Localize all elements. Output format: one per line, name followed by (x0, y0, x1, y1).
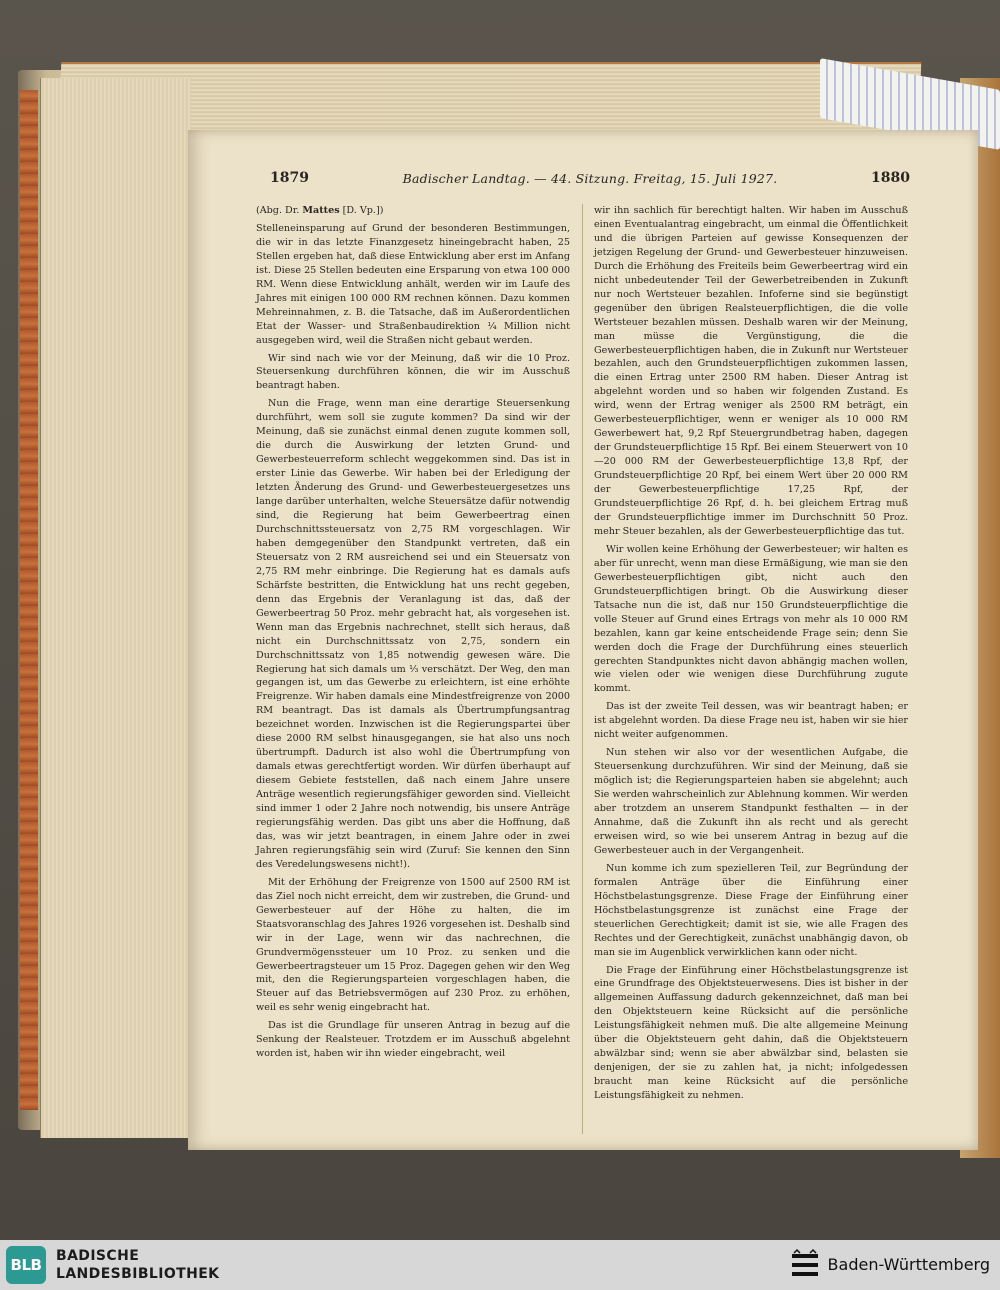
page-stack-left (40, 78, 191, 1138)
paragraph: Das ist die Grundlage für unseren Antrag in bezug auf die Senkung der Realsteuer. Trotzdem er im Ausschuß abgelehnt worden ist, haben wir ihn wieder eingebracht, weil (256, 1020, 570, 1060)
paragraph: Wir sind nach wie vor der Meinung, daß wir die 10 Proz. Steuersenkung durchführen können, die wir im Ausschuß beantragt haben. (256, 352, 570, 392)
speaker-prefix: (Abg. Dr. (256, 205, 303, 216)
bw-name: Baden-Württemberg (827, 1255, 990, 1274)
page-number-left: 1879 (270, 170, 309, 186)
paragraph: Nun stehen wir also vor der wesentlichen Aufgabe, die Steuersenkung durchzuführen. Wir sind der Meinung, daß sie möglich ist; die Regierungsparteien haben sie abgelehnt; auch Sie werden wahrscheinlich zur Ablehnung kommen. Wir werden aber trotzdem an unserem Standpunkt festhalten — in der Annahme, daß die Zukunft ihn als recht und als gerecht erweisen wird, so wie bei unserem Antrag in bezug auf die Gewerbesteuer auch in der Vergangenheit. (594, 747, 908, 856)
speaker-line (256, 204, 570, 218)
column-divider (582, 204, 583, 1134)
stag-lions-icon (788, 1248, 822, 1282)
paragraph: Die Frage der Einführung einer Höchstbelastungsgrenze ist eine Grundfrage des Objektsteuerwesens. Dies ist bisher in der allgemeinen Auffassung dadurch gekennzeichnet, daß man bei den Objektsteuern keine Rücksicht auf die persönliche Leistungsfähigkeit nehmen muß. Die alte allgemeine Meinung über die Objektsteuern geht dahin, daß die Objektsteuern abwälzbar sind; wenn sie aber abwälzbar sind, belasten sie denjenigen, der sie zu zahlen hat, ja nicht; infolgedessen braucht man keine Rücksicht auf die persönliche Leistungsfähigkeit zu nehmen. (594, 964, 908, 1102)
book-page (188, 130, 978, 1150)
text-column-right (594, 204, 908, 1107)
paragraph: Nun die Frage, wenn man eine derartige Steuersenkung durchführt, wem soll sie zugute kommen? Da sind wir der Meinung, daß sie zunächst einmal denen zugute kommen soll, die durch die Auswirkung der letzten Grund- und Gewerbesteuerreform schlecht weggekommen sind. Das ist in erster Linie das Gewerbe. Wir haben bei der Erledigung der letzten Änderung des Grund- und Gewerbesteuergesetzes uns lange darüber unterhalten, welche Steuersätze dafür notwendig sind, die Regierung hat beim Gewerbeertrag einen Durchschnittssteuersatz von 2,75 RM vorgeschlagen. Wir haben demgegenüber den Standpunkt vertreten, daß ein Steuersatz von 2 RM ausreichend sei und ein Steuersatz von 2,75 RM mehr einbringe. Die Regierung hat es damals aufs Schärfste bestritten, die Entwicklung hat uns recht gegeben, denn das Ergebnis der Veranlagung ist das, daß der Gewerbeertrag 50 Proz. mehr gebracht hat, als vorgesehen ist. Wenn man das Ergebnis nachrechnet, stellt sich heraus, daß nicht ein Durchschnittssatz von 2,75, sondern ein Durchschnittssatz von 1,85 notwendig gewesen wäre. Die Regierung hat sich damals um ⅓ verschätzt. Der Weg, den man gegangen ist, um das Gewerbe zu erleichtern, ist eine erhöhte Freigrenze. Wir haben damals eine Mindestfreigrenze von 2000 RM beantragt. Das ist damals als Übertrumpfungsantrag bezeichnet worden. Inzwischen ist die Regierungspartei über diese 2000 RM selbst hinausgegangen, sie hat also uns noch übertrumpft. Dadurch ist also wohl die Übertrumpfung von damals etwas gerechtfertigt worden. Wir dürfen überhaupt auf diesem Gebiete feststellen, daß nach einem Jahre unsere Anträge wesentlich regierungsfähiger geworden sind. Vielleicht sind immer 1 oder 2 Jahre noch notwendig, bis unsere Anträge regierungsfähig werden. Das gibt uns aber die Hoffnung, daß das, was wir jetzt beantragen, in einem Jahre oder in zwei Jahren regierungsfähig sein wird (Zuruf: Sie kennen den Sinn des Veredelungswesens nicht!). (256, 398, 570, 870)
paragraph: Nun komme ich zum spezielleren Teil, zur Begründung der formalen Anträge über die Einführung einer Höchstbelastungsgrenze. Diese Frage der Einführung einer Höchstbelastungsgrenze ist zunächst eine Frage der steuerlichen Gerechtigkeit; damit ist sie, wie alle Fragen des Rechtes und der Gerechtigkeit, zunächst unabhängig davon, ob man sie im Augenblick verwirklichen kann oder nicht. (594, 862, 908, 958)
blb-logo[interactable]: BLB (6, 1246, 46, 1284)
speaker-suffix: [D. Vp.]) (339, 205, 384, 216)
running-head: Badischer Landtag. — 44. Sitzung. Freitag, 15. Juli 1927. (402, 171, 778, 186)
paragraph: Stelleneinsparung auf Grund der besonderen Bestimmungen, die wir in das letzte Finanzgesetz hineingebracht haben, 25 Stellen ergeben hat, daß diese Entwicklung aber erst im Anfang ist. Diese 25 Stellen bedeuten eine Ersparung von etwa 100 000 RM. Wenn diese Entwicklung anhält, werden wir im Laufe des Jahres mit einigen 100 000 RM rechnen können. Dazu kommen Mehreinnahmen, z. B. die Tatsache, daß im Außerordentlichen Etat der Wasser- und Straßenbaudirektion ¼ Million nicht ausgegeben wird, weil die Straßen nicht gebaut werden. (256, 222, 570, 346)
library-name-line2: LANDESBIBLIOTHEK (56, 1266, 220, 1282)
paragraph: Mit der Erhöhung der Freigrenze von 1500 auf 2500 RM ist das Ziel noch nicht erreicht, dem wir zustreben, die Grund- und Gewerbesteuer auf der Höhe zu halten, die im Staatsvoranschlag des Jahres 1926 vorgesehen ist. Deshalb sind wir in der Lage, wenn wir das nachrechnen, die Grundvermögenssteuer um 10 Proz. zu senken und die Gewerbeertragsteuer um 15 Proz. Dagegen gehen wir den Weg mit, den die Regierungsparteien vorgeschlagen haben, die Steuer auf das Betriebsvermögen auf 230 Proz. zu erhöhen, weil es sehr wenig eingebracht hat. (256, 876, 571, 1014)
paragraph: Wir wollen keine Erhöhung der Gewerbesteuer; wir halten es aber für unrecht, wenn man diese Ermäßigung, wie man sie den Gewerbesteuerpflichtigen gibt, nicht auch den Grundsteuerpflichtigen bringt. Ob die Auswirkung dieser Tatsache nun die ist, daß nur 150 Grundsteuerpflichtige die volle Steuer auf Grund eines Ertrags von mehr als 10 000 RM bezahlen, kann gar keine entscheidende Frage sein; denn Sie werden doch die Frage der Durchführung eines steuerlich gerechten Standpunktes nicht davon abhängig machen wollen, wie vielen oder wie wenigen diese Durchführung zugute kommt. (594, 543, 908, 695)
footer-bar (0, 1240, 1000, 1290)
library-name-line1: BADISCHE (56, 1248, 140, 1264)
paragraph: wir ihn sachlich für berechtigt halten. Wir haben im Ausschuß einen Eventualantrag eingebracht, um einmal die Öffentlichkeit und die übrigen Parteien auf gewisse Konsequenzen der jetzigen Regelung der Grund- und Gewerbesteuer hinzuweisen. Durch die Erhöhung des Freiteils beim Gewerbeertrag wird ein nicht unbedeutender Teil der Gewerbetreibenden in Zukunft nur noch Wertsteuer bezahlen. Infoferne sind sie begünstigt gegenüber den übrigen Realsteuerpflichtigen, die die volle Wertsteuer bezahlen müssen. Deshalb waren wir der Meinung, man müsse die Vergünstigung, die die Gewerbesteuerpflichtigen haben, die in Zukunft nur Wertsteuer bezahlen, auch den Grundsteuerpflichtigen zukommen lassen, die einen Ertrag unter 2500 RM haben. Dieser Antrag ist abgelehnt worden und so haben wir folgenden Zustand. Es wird, wenn der Ertrag weniger als 2500 RM beträgt, ein Gewerbesteuerpflichtiger, wenn er weniger als 10 000 RM Gewerbewert hat, 9,2 Rpf Steuergrundbetrag haben, dagegen der Grundsteuerpflichtige 15 Rpf. Bei einem Steuerwert von 10—20 000 RM der Gewerbesteuerpflichtige 13,8 Rpf, der Grundsteuerpflichtige 20 Rpf, bei einem Wert über 20 000 RM der Gewerbesteuerpflichtige 17,25 Rpf, der Grundsteuerpflichtige 26 Rpf, d. h. bei gleichem Ertrag muß der Grundsteuerpflichtige immer im Durchschnitt 50 Proz. mehr Steuer bezahlen, als der Gewerbesteuerpflichtige das tut. (594, 205, 908, 537)
page-number-right: 1880 (871, 170, 910, 186)
paragraph: Das ist der zweite Teil dessen, was wir beantragt haben; er ist abgelehnt worden. Da diese Frage neu ist, haben wir sie hier nicht weiter aufgenommen. (594, 701, 908, 741)
book-spine (20, 90, 38, 1110)
library-name[interactable] (56, 1247, 219, 1283)
speaker-name: Mattes (302, 205, 340, 216)
text-column-left (256, 204, 570, 1065)
page-header (270, 170, 910, 194)
